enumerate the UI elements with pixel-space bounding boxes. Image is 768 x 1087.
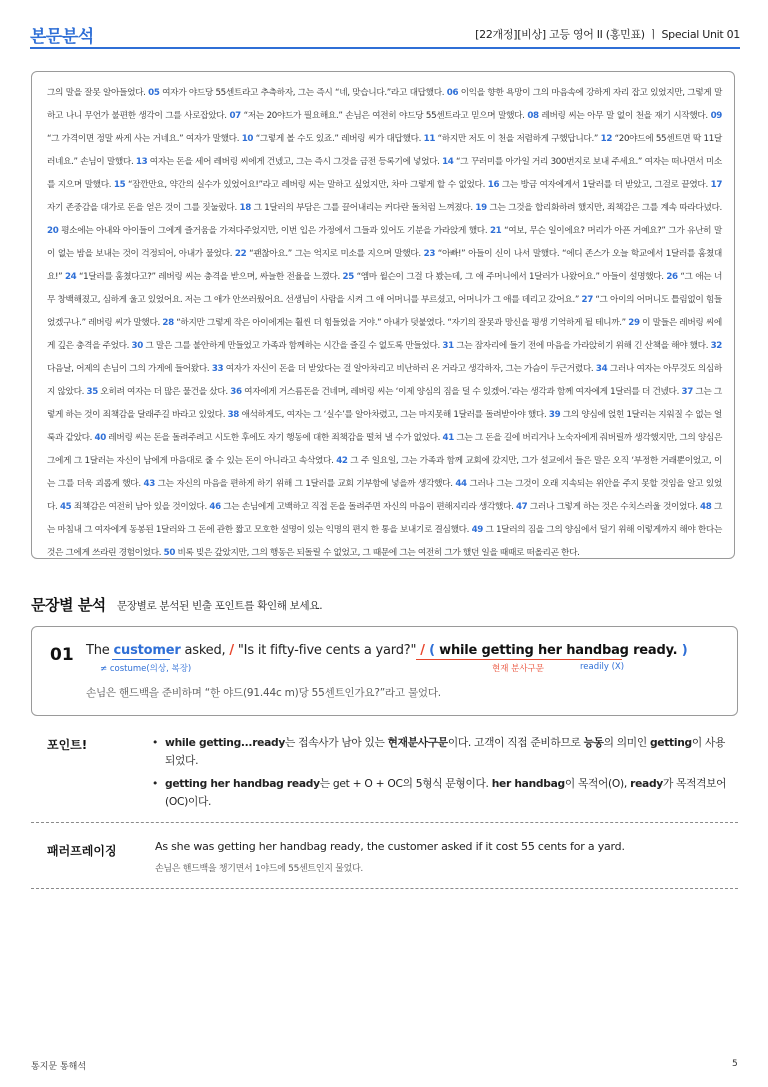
point-term: her handbag	[491, 777, 565, 790]
sentence-text: 비록 빚은 갚았지만, 그의 행동은 되돌릴 수 없었고, 그 때문에 그는 여전히 그가 했던 일을 때때로 떠올리곤 한다.	[177, 548, 580, 558]
point-term: getting	[649, 736, 692, 749]
point-item	[152, 734, 730, 770]
sentence-text: “괜찮아요.” 그는 억지로 미소를 지으며 말했다.	[249, 249, 421, 259]
participle-underline	[416, 659, 622, 660]
sentence-num: 43	[143, 479, 155, 489]
sentence-part: asked,	[180, 643, 230, 658]
sentence-num: 07	[229, 111, 241, 121]
sentence-num: 25	[342, 272, 354, 282]
sentence-text: “그렇게 볼 수도 있죠.” 레버링 씨가 대답했다.	[255, 134, 422, 144]
sentence-num: 42	[336, 456, 348, 466]
sentence-num: 27	[581, 295, 593, 305]
customer-underline	[112, 659, 170, 660]
sentence-card	[31, 626, 738, 716]
point-text: 이 사용되었다.	[165, 736, 726, 767]
paraphrase-label: 패러프레이징	[47, 844, 117, 858]
keyword-customer: customer	[113, 643, 181, 658]
sentence-text: 평소에는 아내와 아이들이 그에게 즐거움을 가져다주었지만, 이번 입은 가정에서 그들과 있어도 기분을 가라앉게 했다.	[61, 226, 488, 236]
sentence-text: 그러나 그렇게 하는 것은 수치스러울 것이었다.	[529, 502, 698, 512]
sentence-text: “하지만 저도 이 천을 저렴하게 구했답니다.”	[437, 134, 599, 144]
sentence-text: “에디 존스가 오늘 학교에서 1달러를 훔쳤대요!”	[47, 249, 722, 282]
sentence-text: 그는 마침내 그 여자에게 동봉된 1달러와 그 돈에 관한 짧고 모호한 설명이 있는 익명의 편지 한 통을 보내기로 결심했다.	[47, 502, 722, 535]
sentence-num: 24	[64, 272, 77, 282]
sentence-num: 05	[148, 88, 160, 98]
note-customer: ≠ costume(의상, 복장)	[100, 664, 192, 674]
sentence-text: 그의 양심에 얹힌 1달러는 지워질 수 없는 얼룩과 같았다.	[47, 410, 722, 443]
sentence-part: "Is it fifty-five cents a yard?"	[233, 643, 421, 658]
slash-mark: /	[229, 643, 234, 658]
sentence-num: 47	[515, 502, 528, 512]
sentence-num: 37	[681, 387, 693, 397]
sentence-num: 45	[59, 502, 72, 512]
sentence-text: 이익을 향한 욕망이 그의 마음속에 강하게 자리 잡고 있었지만, 그렇게 말하고 나니 무언가 불편한 생각이 그를 사로잡았다.	[47, 88, 722, 121]
book-info: [22개정][비상] 고등 영어 II (홍민표) ㅣ Special Unit 01	[475, 28, 740, 41]
sentence-text: 그는 그 돈을 길에 버리거나 노숙자에게 줘버릴까 생각했지만, 그의 양심은 그에게 그 1달러는 자신이 남에게 마음대로 줄 수 있는 돈이 아니라고 속삭였다.	[47, 433, 722, 466]
point-term: 현재분사구문	[387, 736, 448, 749]
point-text: 의 의미인	[603, 736, 650, 749]
sentence-num: 34	[595, 364, 608, 374]
sentence-text: 자기 존중감을 대가로 돈을 얻은 것이 그를 짓눌렀다.	[47, 203, 237, 213]
analysis-box	[31, 71, 735, 559]
sentence-num: 12	[600, 134, 613, 144]
sentence-text: “하지만 그렇게 작은 아이에게는 훨씬 더 힘들었을 거야.” 아내가 덧붙였다. “자기의 잘못과 망신을 평생 기억하게 될 테니까.”	[176, 318, 626, 328]
sentence-num: 23	[423, 249, 436, 259]
sentence-text: “1달러를 훔쳤다고?” 레버링 씨는 충격을 받으며, 싸늘한 전율을 느꼈다.	[79, 272, 340, 282]
footer-title: 통지문 통해석	[31, 1062, 87, 1072]
point-text: 이 목적어(O),	[564, 777, 631, 790]
header-divider	[30, 47, 740, 49]
point-text: 이다. 고객이 직접 준비하므로	[447, 736, 584, 749]
paraphrase-english: As she was getting her handbag ready, the customer asked if it cost 55 cents for a yard.	[155, 840, 625, 853]
sentence-num: 18	[239, 203, 251, 213]
sentence-num: 36	[230, 387, 242, 397]
point-item	[152, 775, 730, 811]
sentence-text: 다음날, 어제의 손님이 그의 가게에 들어왔다.	[47, 364, 210, 374]
sentence-text: 그의 말을 잘못 알아들었다.	[47, 88, 146, 98]
sentence-text: 레버링 씨는 아무 말 없이 천을 재기 시작했다.	[541, 111, 708, 121]
sentence-num: 49	[471, 525, 483, 535]
sentence-text: “아빠!” 아들이 신이 나서 말했다.	[437, 249, 560, 259]
sentence-num: 40	[94, 433, 106, 443]
sentence-text: “그 애는 너무 창백해졌고, 심하게 울고 있었어요. 저는 그 애가 안쓰러웠어요. 선생님이 사람을 시켜 그 애 어머니를 부르셨고, 어머니가 그 애를 데리고 갔어요.”	[47, 272, 723, 305]
sentence-text	[86, 643, 688, 658]
sentence-num: 20	[47, 226, 59, 236]
sentence-text: 이 말들은 레버링 씨에게 깊은 충격을 주었다.	[47, 318, 722, 351]
sentence-num: 19	[475, 203, 487, 213]
sentence-num: 44	[455, 479, 467, 489]
participle-clause: while getting her handbag ready.	[439, 643, 678, 658]
sentence-num: 17	[710, 180, 723, 190]
page-header	[30, 20, 740, 48]
sentence-text: 그는 그것을 합리화하려 했지만, 죄책감은 그를 계속 따라다녔다.	[489, 203, 722, 213]
sentence-text: 여자가 자신이 돈을 더 받았다는 걸 알아차리고 비난하러 온 거라고 생각하자, 그는 가슴이 두근거렸다.	[225, 364, 594, 374]
paren-open: (	[424, 643, 440, 658]
sentence-num: 06	[446, 88, 459, 98]
sentence-num: 31	[442, 341, 454, 351]
sentence-text: “20야드에 55센트면 딱 11달러네요.” 손님이 말했다.	[47, 134, 722, 167]
section-title: 문장별 분석	[31, 596, 106, 614]
page-title: 본문분석	[30, 27, 94, 47]
sentence-num: 22	[234, 249, 247, 259]
point-list	[152, 734, 730, 816]
sentence-text: 그 주 일요일, 그는 가족과 함께 교회에 갔지만, 그가 설교에서 들은 말은 오직 ‘부정한 거래뿐이었고, 이는 그를 더욱 괴롭게 했다.	[47, 456, 722, 489]
sentence-num: 33	[211, 364, 224, 374]
sentence-num: 10	[241, 134, 254, 144]
sentence-num: 41	[442, 433, 454, 443]
sentence-num: 16	[487, 180, 500, 190]
sentence-text: 여자는 돈을 세어 레버링 씨에게 건넸고, 그는 즉시 그것을 금전 등록기에 넣었다.	[149, 157, 440, 167]
sentence-text: 그는 방금 여자에게서 1달러를 더 받았고, 그걸로 끝였다.	[501, 180, 708, 190]
sentence-text: 여자가 야드당 55센트라고 추측하자, 그는 즉시 “네, 맞습니다.”라고 대답했다.	[162, 88, 445, 98]
point-term: while getting...ready	[165, 736, 286, 749]
sentence-num: 09	[710, 111, 722, 121]
sentence-text: “엠마 윌슨이 그걸 다 봤는데, 그 애 주머니에서 1달러가 나왔어요.” 아들이 설명했다.	[356, 272, 664, 282]
section-subtitle: 문장별로 분석된 빈출 포인트를 확인해 보세요.	[117, 600, 323, 612]
point-term: ready	[630, 777, 663, 790]
sentence-text: 그 1달러의 부담은 그를 끌어내리는 커다란 돌처럼 느껴졌다.	[253, 203, 473, 213]
sentence-text: 애석하게도, 여자는 그 ‘실수’를 알아차렸고, 그는 마지못해 1달러를 돌려받아야 했다.	[241, 410, 547, 420]
sentence-num: 08	[527, 111, 539, 121]
sentence-number: 01	[50, 645, 74, 665]
note-participle: 현재 분사구문	[492, 664, 544, 674]
sentence-text: “저는 20야드가 필요해요.” 손님은 여전히 야드당 55센트라고 믿으며 말했다.	[243, 111, 525, 121]
sentence-text: 레버링 씨는 돈을 돌려주려고 시도한 후에도 자기 행동에 대한 죄책감을 떨쳐 낼 수가 없었다.	[108, 433, 441, 443]
sentence-text: 그러나 여자는 아무것도 의심하지 않았다.	[47, 364, 722, 397]
sentence-num: 39	[548, 410, 561, 420]
sentence-num: 30	[131, 341, 143, 351]
sentence-num: 15	[113, 180, 126, 190]
sentence-num: 29	[628, 318, 640, 328]
page-number: 5	[732, 1059, 738, 1069]
sentence-part: The	[86, 643, 114, 658]
sentence-num: 50	[163, 548, 176, 558]
sentence-text: 그 1달러의 짐을 그의 양심에서 덜기 위해 이렇게까지 해야 한다는 것은 그에게 쓰라린 경험이었다.	[47, 525, 723, 558]
sentence-num: 38	[227, 410, 239, 420]
sentence-num: 13	[135, 157, 148, 167]
sentence-text: 그는 자신의 마음을 편하게 하기 위해 그 1달러를 교회 기부함에 넣을까 생각했다.	[157, 479, 453, 489]
sentence-text: 오히려 여자는 더 많은 물건을 샀다.	[100, 387, 228, 397]
sentence-text: “잠깐만요, 약간의 실수가 있었어요!”라고 레버링 씨는 말하고 싶었지만, 차마 그렇게 할 수 없었다.	[128, 180, 486, 190]
sentence-num: 32	[710, 341, 722, 351]
dashed-divider	[31, 888, 738, 889]
sentence-text: “그 아이의 어머니도 틀림없이 힘들었겠구나.” 레버링 씨가 말했다.	[47, 295, 722, 328]
sentence-translation: 손님은 핸드백을 준비하며 “한 야드(91.44c m)당 55센트인가요?”라고 물었다.	[86, 687, 441, 699]
sentence-num: 35	[86, 387, 98, 397]
sentence-text: 그러나 그는 그것이 오래 지속되는 위안을 주지 못할 것임을 알고 있었다.	[47, 479, 722, 512]
point-text: 는 get + O + OC의 5형식 문형이다.	[319, 777, 492, 790]
sentence-text: 그 말은 그를 불안하게 만들었고 가족과 함께하는 시간을 즐길 수 없도록 만들었다.	[145, 341, 440, 351]
sentence-text: 죄책감은 여전히 남아 있을 것이었다.	[73, 502, 207, 512]
sentence-num: 46	[209, 502, 221, 512]
analysis-text	[47, 82, 722, 565]
dashed-divider	[31, 822, 738, 823]
sentence-num: 11	[423, 134, 436, 144]
sentence-num: 14	[442, 157, 454, 167]
point-term: getting her handbag ready	[165, 777, 320, 790]
sentence-num: 21	[489, 226, 502, 236]
point-label: 포인트!	[47, 738, 88, 752]
paren-close: )	[677, 643, 688, 658]
slash-mark: /	[420, 643, 425, 658]
sentence-text: 그는 손님에게 고백하고 직접 돈을 돌려주면 자신의 마음이 편해지리라 생각했다.	[223, 502, 514, 512]
point-text: 는 접속사가 남아 있는	[285, 736, 388, 749]
sentence-text: “여보, 무슨 일이에요? 머리가 아픈 거예요?” 그가 유난히 말이 없는 밤을 보내는 것이 걱정되어, 아내가 물었다.	[47, 226, 722, 259]
point-term: 능동	[583, 736, 604, 749]
sentence-text: “그 꾸러미를 아가일 거리 300번지로 보내 주세요.” 여자는 떠나면서 미소를 지으며 말했다.	[47, 157, 722, 190]
sentence-text: “그 가격이면 정말 싸게 사는 거네요.” 여자가 말했다.	[47, 134, 240, 144]
point-text: 가 목적격보어(OC)이다.	[165, 777, 727, 808]
sentence-text: 그는 그렇게 하는 것이 죄책감을 달래주길 바라고 있었다.	[47, 387, 722, 420]
sentence-num: 28	[162, 318, 174, 328]
paraphrase-korean: 손님은 핸드백을 챙기면서 1야드에 55센트인지 물었다.	[155, 864, 363, 874]
note-ready: readily (X)	[580, 662, 625, 672]
sentence-num: 26	[666, 272, 678, 282]
sentence-text: 여자에게 거스름돈을 건네며, 레버링 씨는 ‘이제 양심의 짐을 덜 수 있겠어.’라는 생각과 함께 여자에게 1달러를 더 건넸다.	[244, 387, 680, 397]
sentence-text: 그는 잠자리에 들기 전에 마음을 가라앉히기 위해 긴 산책을 해야 했다.	[456, 341, 709, 351]
sentence-num: 48	[700, 502, 712, 512]
